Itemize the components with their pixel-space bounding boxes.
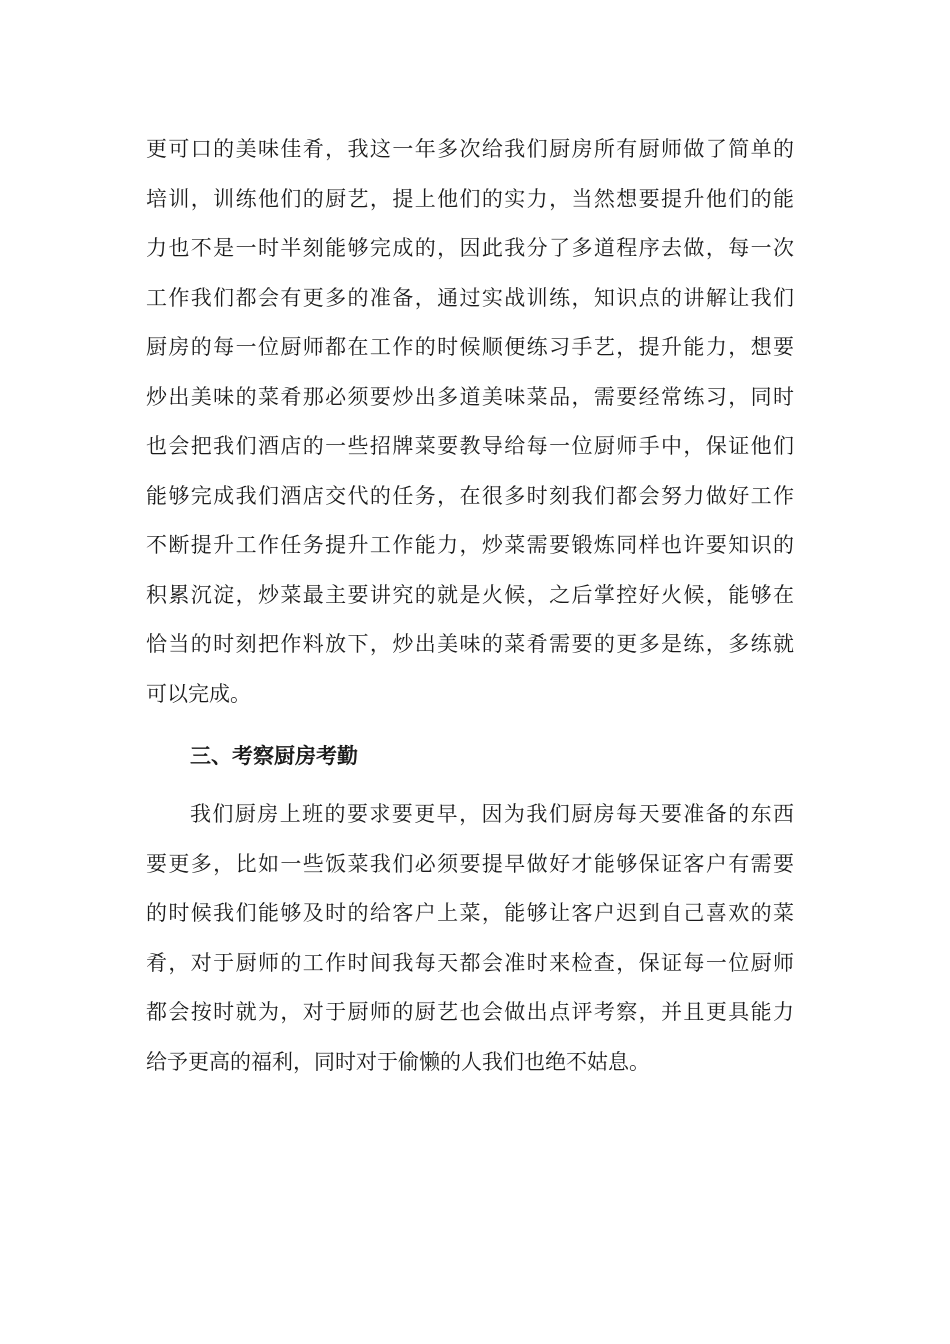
text-line: 炒出美味的菜肴那必须要炒出多道美味菜品，需要经常练习，同时 (146, 384, 794, 409)
text-line: 积累沉淀，炒菜最主要讲究的就是火候，之后掌控好火候，能够在 (146, 582, 794, 607)
text-line: 厨房的每一位厨师都在工作的时候顺便练习手艺，提升能力，想要 (146, 335, 794, 359)
section-heading: 三、考察厨房考勤 (190, 743, 358, 768)
text-line: 肴，对于厨师的工作时间我每天都会准时来检查，保证每一位厨师 (146, 950, 794, 975)
text-line: 给予更高的福利，同时对于偷懒的人我们也绝不姑息。 (146, 1049, 650, 1074)
text-line: 可以完成。 (146, 681, 251, 706)
text-line: 要更多，比如一些饭菜我们必须要提早做好才能够保证客户有需要 (146, 851, 794, 876)
text-line: 的时候我们能够及时的给客户上菜，能够让客户迟到自己喜欢的菜 (146, 901, 794, 925)
text-line: 培训，训练他们的厨艺，提上他们的实力，当然想要提升他们的能 (146, 186, 794, 211)
text-line: 力也不是一时半刻能够完成的，因此我分了多道程序去做，每一次 (146, 236, 794, 260)
text-line: 能够完成我们酒店交代的任务，在很多时刻我们都会努力做好工作 (146, 483, 794, 508)
text-line: 也会把我们酒店的一些招牌菜要教导给每一位厨师手中，保证他们 (146, 434, 794, 458)
text-line: 都会按时就为，对于厨师的厨艺也会做出点评考察，并且更具能力 (146, 1000, 794, 1024)
text-line: 更可口的美味佳肴，我这一年多次给我们厨房所有厨师做了简单的 (146, 137, 794, 161)
text-line: 工作我们都会有更多的准备，通过实战训练，知识点的讲解让我们 (146, 285, 794, 310)
text-line: 我们厨房上班的要求要更早，因为我们厨房每天要准备的东西 (190, 802, 794, 826)
text-line: 恰当的时刻把作料放下，炒出美味的菜肴需要的更多是练，多练就 (146, 632, 794, 656)
text-line: 不断提升工作任务提升工作能力，炒菜需要锻炼同样也许要知识的 (146, 533, 794, 557)
